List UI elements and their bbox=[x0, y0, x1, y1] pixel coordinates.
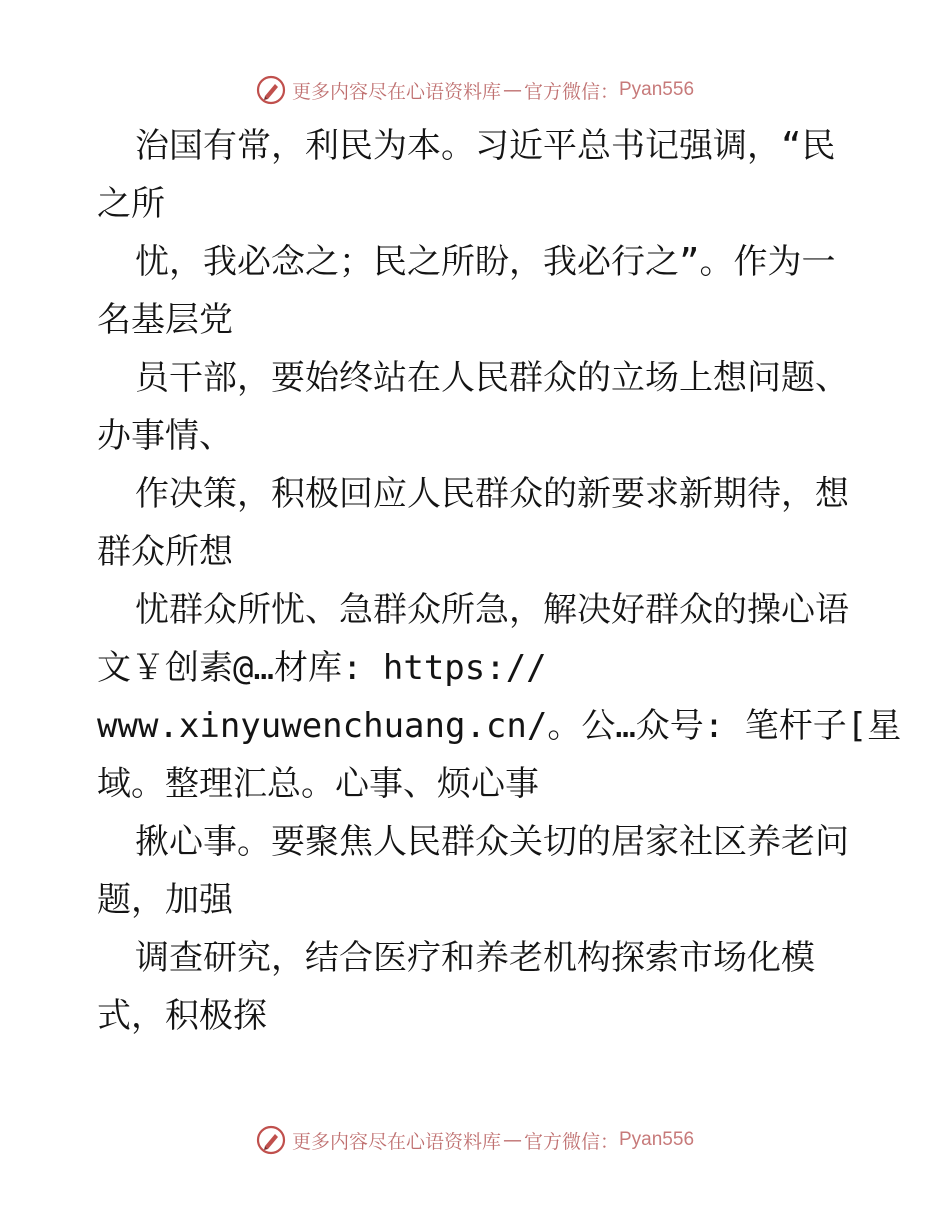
red-pen-logo-icon bbox=[256, 75, 286, 105]
document-body bbox=[97, 117, 902, 1045]
body-line: 员干部，要始终站在人民群众的立场上想问题、 bbox=[135, 358, 849, 398]
body-line: 忧，我必念之；民之所盼，我必行之”。作为一 bbox=[135, 242, 836, 282]
body-line: 忧群众所忧、急群众所急，解决好群众的操心语 bbox=[135, 590, 849, 630]
banner-text: 更多内容尽在心语资料库 bbox=[291, 1130, 501, 1153]
body-line: 域。整理汇总。心事、烦心事 bbox=[97, 764, 539, 804]
body-line: 治国有常，利民为本。习近平总书记强调，“民 bbox=[135, 126, 836, 166]
body-line: 办事情、 bbox=[97, 416, 233, 456]
body-line: 调查研究，结合医疗和养老机构探索市场化模 bbox=[135, 938, 815, 978]
body-line: 文￥创素@…材库: https:// bbox=[97, 648, 547, 688]
body-line: 名基层党 bbox=[97, 300, 233, 340]
wechat-id: Pyan556 bbox=[619, 79, 695, 100]
red-pen-logo-icon bbox=[256, 1125, 286, 1155]
wechat-id: Pyan556 bbox=[619, 1129, 695, 1150]
body-line: 之所 bbox=[97, 184, 165, 224]
body-line: 群众所想 bbox=[97, 532, 233, 572]
wechat-label: 官方微信： bbox=[523, 80, 619, 103]
body-line: 题，加强 bbox=[97, 880, 233, 920]
body-line: 揪心事。要聚焦人民群众关切的居家社区养老问 bbox=[135, 822, 849, 862]
banner-text: 更多内容尽在心语资料库 bbox=[291, 80, 501, 103]
footer-banner bbox=[0, 1122, 950, 1158]
body-line: www.xinyuwenchuang.cn/。公…众号: 笔杆子[星 bbox=[97, 706, 902, 746]
body-line: 作决策，积极回应人民群众的新要求新期待，想 bbox=[135, 474, 849, 514]
header-banner bbox=[0, 72, 950, 108]
wechat-label: 官方微信： bbox=[523, 1130, 619, 1153]
banner-separator: — bbox=[502, 79, 522, 101]
banner-separator: — bbox=[502, 1129, 522, 1151]
body-line: 式，积极探 bbox=[97, 996, 267, 1036]
